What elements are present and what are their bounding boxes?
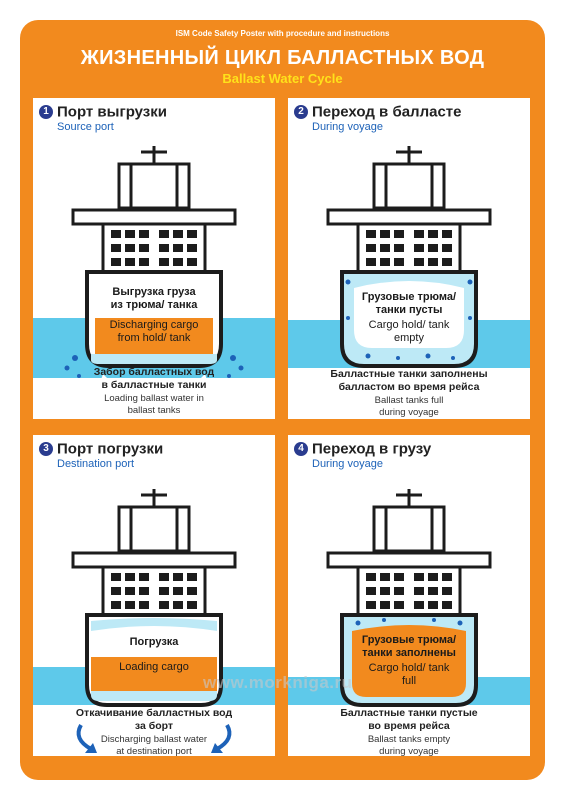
panel-header: [39, 440, 163, 458]
poster-title: ЖИЗНЕННЫЙ ЦИКЛ БАЛЛАСТНЫХ ВОД: [80, 47, 485, 69]
hold-label-en-2: empty: [394, 331, 424, 344]
panel-header: [294, 440, 431, 458]
step-number-badge: 3: [39, 442, 53, 456]
hold-label-en-2: from hold/ tank: [117, 331, 191, 344]
hold-label-ru-1: Грузовые трюма/: [361, 634, 457, 646]
ship-superstructure: [73, 489, 235, 615]
hold-label: [91, 636, 217, 673]
panel-caption: [33, 707, 275, 756]
ship-superstructure: [328, 489, 490, 615]
watermark: www.morkniga.ru: [203, 673, 353, 692]
panel-voyage-ballast: [288, 98, 530, 419]
caption-en-1: Discharging ballast water: [100, 734, 208, 746]
hold-label-en-1: Cargo hold/ tank: [368, 319, 450, 332]
panel-title: Переход в балласте: [312, 103, 462, 121]
caption-ru-1: Откачивание балластных вод: [75, 707, 233, 719]
panel-subtitle: During voyage: [312, 121, 383, 133]
hold-label-ru-2: танки пусты: [375, 303, 443, 316]
poster-subtitle: Ballast Water Cycle: [222, 71, 343, 86]
panel-title: Переход в грузу: [312, 440, 432, 458]
caption-en-2: during voyage: [379, 406, 439, 418]
hold-label-en-1: Loading cargo: [119, 660, 189, 673]
ballast-bottom: [91, 354, 217, 364]
hold-label-ru-2: танки заполнены: [362, 646, 456, 659]
panel-header: [39, 103, 167, 121]
hold-label-ru-2: из трюма/ танка: [110, 298, 198, 311]
panel-subtitle: Source port: [57, 121, 114, 133]
panel-subtitle: Destination port: [57, 458, 135, 470]
panel-caption: [288, 707, 530, 756]
ship-superstructure: [328, 146, 490, 272]
caption-ru-2: за борт: [134, 719, 174, 732]
ballast-bottom: [91, 691, 217, 701]
caption-ru-2: во время рейса: [368, 719, 450, 732]
hold-label-ru-1: Выгрузка груза: [112, 286, 196, 298]
panel-voyage-loaded: [288, 435, 530, 756]
caption-ru-2: в балластные танки: [101, 378, 207, 391]
hold-label-en-1: Cargo hold/ tank: [368, 662, 450, 675]
panel-header: [294, 103, 461, 121]
step-number-badge: 4: [294, 442, 308, 456]
caption-en-1: Loading ballast water in: [104, 393, 204, 405]
panel-title: Порт погрузки: [57, 440, 164, 458]
hold-label: [354, 291, 464, 345]
panel-caption: [33, 366, 275, 416]
hold-label: [95, 286, 213, 345]
ship-superstructure: [73, 146, 235, 272]
caption-ru-1: Балластные танки пустые: [340, 707, 478, 719]
panel-destination-port: [33, 435, 275, 756]
hold-label-en-1: Discharging cargo: [109, 319, 199, 332]
hold-label: [352, 634, 466, 688]
panel-subtitle: During voyage: [312, 458, 383, 470]
caption-en-2: during voyage: [379, 745, 439, 756]
step-number-badge: 2: [294, 105, 308, 119]
caption-ru-1: Балластные танки заполнены: [330, 368, 488, 380]
panel-source-port: [33, 98, 275, 419]
caption-en-1: Ballast tanks full: [374, 395, 444, 407]
hold-label-en-2: full: [401, 674, 417, 687]
panel-title: Порт выгрузки: [57, 103, 167, 121]
panel-caption: [288, 368, 530, 418]
step-number-badge: 1: [39, 105, 53, 119]
poster-frame: [20, 20, 545, 780]
caption-en-1: Ballast tanks empty: [367, 734, 451, 746]
caption-ru-2: балластом во время рейса: [338, 380, 480, 393]
caption-en-2: ballast tanks: [127, 404, 181, 416]
hold-label-ru-1: Грузовые трюма/: [361, 291, 457, 303]
hold-label-ru-1: Погрузка: [129, 636, 179, 648]
caption-ru-1: Забор балластных вод: [93, 366, 215, 378]
caption-en-2: at destination port: [116, 745, 192, 756]
poster-note: ISM Code Safety Poster with procedure and instructions: [175, 29, 390, 38]
